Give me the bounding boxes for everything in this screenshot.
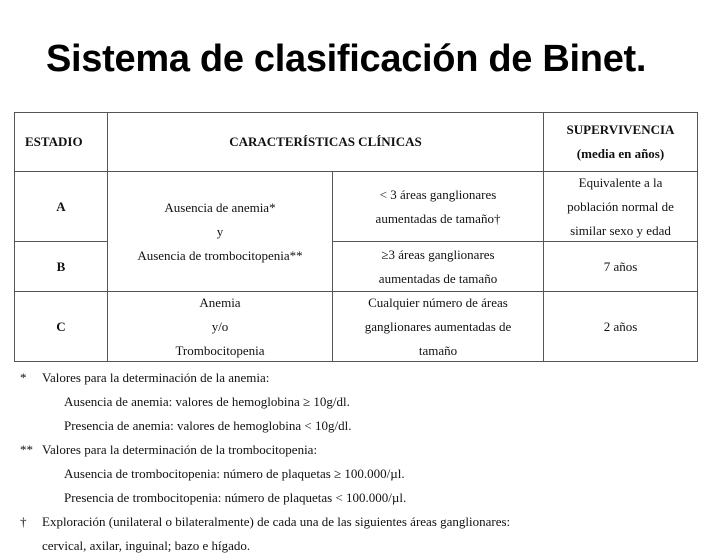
stage-b	[14, 241, 108, 292]
footnote-anemia	[20, 366, 710, 390]
areas-line: aumentadas de tamaño	[378, 270, 498, 286]
areas-a	[332, 171, 544, 242]
supervivencia-a	[543, 171, 698, 242]
supervivencia-line: similar sexo y edad	[570, 222, 671, 238]
stage-a-label: A	[56, 198, 66, 214]
areas-line: tamaño	[418, 342, 458, 358]
supervivencia-line: Equivalente a la	[578, 174, 663, 190]
footnote-trombocitopenia	[20, 438, 710, 462]
supervivencia-c	[543, 291, 698, 362]
header-supervivencia-sub: (media en años)	[576, 146, 665, 161]
clinica-ab	[107, 171, 333, 292]
supervivencia-line: población normal de	[567, 198, 674, 214]
supervivencia-c-label: 2 años	[603, 318, 638, 334]
page-title: Sistema de clasificación de Binet.	[46, 38, 647, 80]
areas-line: < 3 áreas ganglionares	[379, 186, 497, 202]
clinica-c	[107, 291, 333, 362]
footnote-mark: **	[20, 442, 33, 457]
footnotes	[20, 366, 710, 558]
header-estadio	[14, 112, 108, 172]
footnote-anemia-present: Presencia de anemia: valores de hemoglobina < 10g/dl.	[64, 418, 352, 433]
stage-c	[14, 291, 108, 362]
header-estadio-label: ESTADIO	[25, 134, 83, 149]
header-caracteristicas	[107, 112, 544, 172]
header-supervivencia-label: SUPERVIVENCIA	[566, 122, 675, 137]
areas-line: aumentadas de tamaño†	[375, 210, 501, 226]
footnote-tromb-absent: Ausencia de trombocitopenia: número de plaquetas ≥ 100.000/µl.	[64, 466, 405, 481]
areas-line: ≥3 áreas ganglionares	[381, 246, 495, 262]
footnote-dagger	[20, 510, 710, 534]
clinica-line: y	[216, 223, 224, 239]
footnote-dagger-cont: cervical, axilar, inguinal; bazo e hígado.	[42, 538, 251, 553]
areas-line: Cualquier número de áreas	[368, 294, 508, 310]
footnote-text: Valores para la determinación de la trombocitopenia:	[42, 442, 318, 457]
header-caracteristicas-label: CARACTERÍSTICAS CLÍNICAS	[229, 134, 422, 149]
footnote-anemia-absent: Ausencia de anemia: valores de hemoglobina ≥ 10g/dl.	[64, 394, 350, 409]
clinica-line: y/o	[211, 318, 229, 334]
footnote-tromb-present: Presencia de trombocitopenia: número de plaquetas < 100.000/µl.	[64, 490, 407, 505]
stage-a	[14, 171, 108, 242]
footnote-text: Exploración (unilateral o bilateralmente) de cada una de las siguientes áreas ganglionares:	[42, 514, 511, 529]
supervivencia-b-label: 7 años	[603, 258, 638, 274]
clinica-line: Ausencia de anemia*	[164, 199, 276, 215]
header-supervivencia	[543, 112, 698, 172]
stage-c-label: C	[56, 318, 66, 334]
areas-b	[332, 241, 544, 292]
areas-c	[332, 291, 544, 362]
stage-b-label: B	[56, 258, 66, 274]
clinica-line: Anemia	[199, 294, 241, 310]
clinica-line: Trombocitopenia	[175, 342, 265, 358]
footnote-text: Valores para la determinación de la anemia:	[42, 370, 270, 385]
clinica-line: Ausencia de trombocitopenia**	[137, 247, 303, 263]
areas-line: ganglionares aumentadas de	[364, 318, 512, 334]
supervivencia-b	[543, 241, 698, 292]
footnote-mark: *	[20, 370, 27, 385]
footnote-mark: †	[20, 514, 27, 529]
binet-table	[14, 112, 698, 362]
